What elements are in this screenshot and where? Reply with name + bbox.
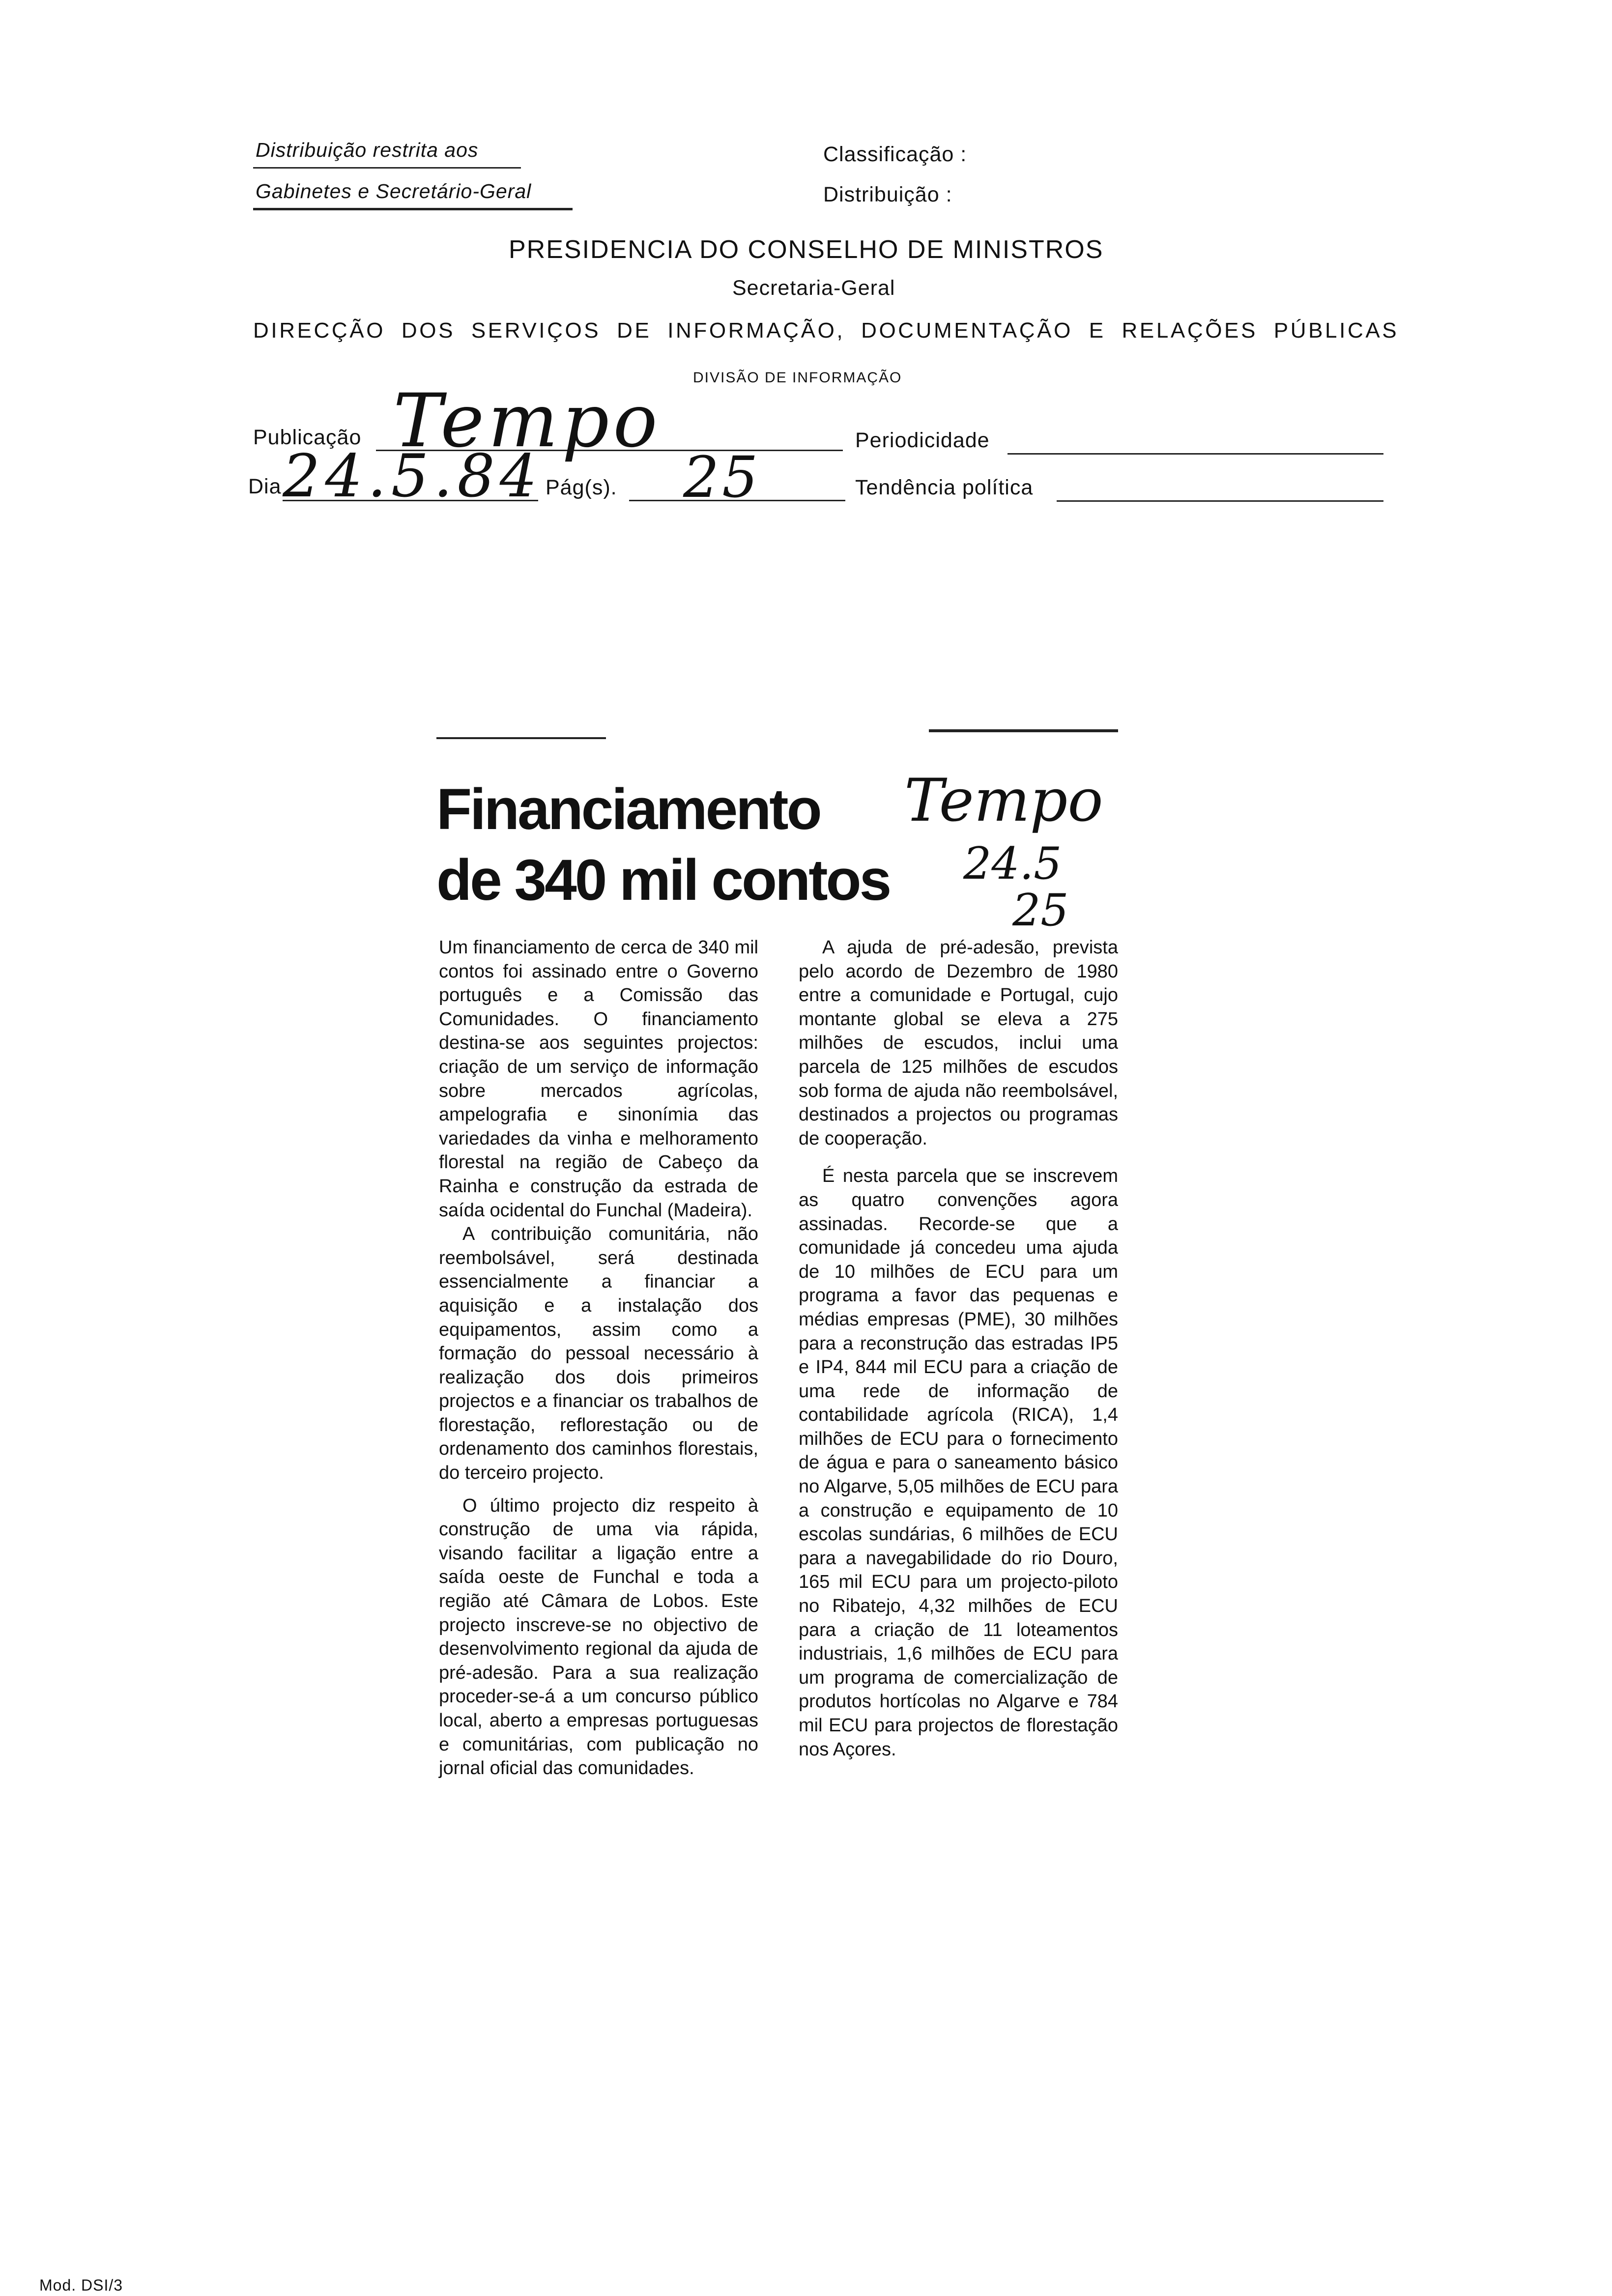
day-label: Dia bbox=[248, 475, 282, 498]
annotation-date: 24.5 bbox=[963, 838, 1062, 890]
pages-handwritten-value: 25 bbox=[683, 445, 761, 511]
day-handwritten-value: 24.5.84 bbox=[283, 442, 543, 511]
directorate-title: DIRECÇÃO DOS SERVIÇOS DE INFORMAÇÃO, DOCUMENTAÇÃO E RELAÇÕES PÚBLICAS bbox=[253, 318, 1399, 343]
pages-label: Pág(s). bbox=[546, 476, 617, 499]
classification-label: Classificação : bbox=[823, 143, 967, 166]
article-title-line2: de 340 mil contos bbox=[436, 848, 890, 913]
article-top-rule-right bbox=[929, 729, 1118, 732]
tendency-label: Tendência política bbox=[855, 476, 1034, 499]
division-title: DIVISÃO DE INFORMAÇÃO bbox=[693, 370, 902, 386]
publication-handwritten-value: Tempo bbox=[393, 378, 662, 464]
periodicity-label: Periodicidade bbox=[855, 429, 990, 452]
article-paragraph: A contribuição comunitária, não reembolsável, será destinada essencialmente a financiar a aquisição e a instalação dos equipamentos, assim como a formação do pessoal necessário à realização dos dois primeiros projectos e a financiar os trabalhos de florestação, reflorestação ou de ordenamento dos caminhos florestais, do terceiro projecto. bbox=[439, 1224, 758, 1484]
distribution-label: Distribuição : bbox=[823, 183, 952, 206]
article-title-line1: Financiamento bbox=[436, 777, 820, 842]
article-paragraph: A ajuda de pré-adesão, prevista pelo acordo de Dezembro de 1980 entre a comunidade e Portugal, cujo montante global se eleva a 275 milhões de escudos, inclui uma parcela de 125 milhões de escudos sob forma de ajuda não reembolsável, destinados a projectos ou programas de cooperação. bbox=[799, 937, 1118, 1149]
article-paragraph: É nesta parcela que se inscrevem as quatro convenções agora assinadas. Recorde-se que a comunidade já concedeu uma ajuda de 10 milhões de ECU para um programa a favor das pequenas e médias empresas (PME), 30 milhões para a reconstrução das estradas IP5 e IP4, 844 mil ECU para a criação de uma rede de informação de contabilidade agrícola (RICA), 1,4 milhões de ECU para o fornecimento de água e para o saneamento básico no Algarve, 5,05 milhões de ECU para a construção e equipamento de 10 escolas sundárias, 6 milhões de ECU para a navegabilidade do rio Douro, 165 mil ECU para um projecto-piloto no Ribatejo, 4,32 milhões de ECU para a criação de 11 loteamentos industriais, 1,6 milhões de ECU para um programa de comercialização de produtos hortícolas no Algarve e 784 mil ECU para projectos de florestação nos Açores. bbox=[799, 1166, 1118, 1760]
secretariat-title: Secretaria-Geral bbox=[732, 276, 895, 300]
tendency-field-line bbox=[1057, 500, 1383, 502]
distribution-note-line1: Distribuição restrita aos bbox=[256, 139, 479, 161]
periodicity-field-line bbox=[1008, 453, 1383, 455]
form-model-code: Mod. DSI/3 bbox=[39, 2276, 123, 2294]
article-paragraph: O último projecto diz respeito à construção de uma via rápida, visando facilitar a ligação entre a saída oeste de Funchal e toda a região até Câmara de Lobos. Este projecto inscreve-se no objectivo de desenvolvimento regional da ajuda de pré-adesão. Para a sua realização proceder-se-á a um concurso público local, aberto a empresas portuguesas e comunitárias, com publicação no jornal oficial das comunidades. bbox=[439, 1495, 758, 1779]
annotation-source: Tempo bbox=[904, 767, 1103, 835]
article-column-2 bbox=[799, 936, 1118, 1761]
distribution-note-underline1 bbox=[253, 167, 521, 169]
publication-label: Publicação bbox=[253, 426, 362, 449]
article-top-rule-left bbox=[436, 737, 606, 739]
article-paragraph: Um financiamento de cerca de 340 mil contos foi assinado entre o Governo português e a Comissão das Comunidades. O financiamento destina-se aos seguintes projectos: criação de um serviço de informação sobre mercados agrícolas, ampelografia e sinonímia das variedades da vinha e melhoramento florestal na região de Cabeço da Rainha e construção da estrada de saída ocidental do Funchal (Madeira). bbox=[439, 937, 758, 1221]
distribution-note-line2: Gabinetes e Secretário-Geral bbox=[256, 180, 532, 202]
organization-title: PRESIDENCIA DO CONSELHO DE MINISTROS bbox=[509, 235, 1104, 264]
article-column-1 bbox=[439, 936, 758, 1780]
distribution-note-underline2 bbox=[253, 208, 573, 210]
annotation-page: 25 bbox=[1012, 885, 1069, 936]
